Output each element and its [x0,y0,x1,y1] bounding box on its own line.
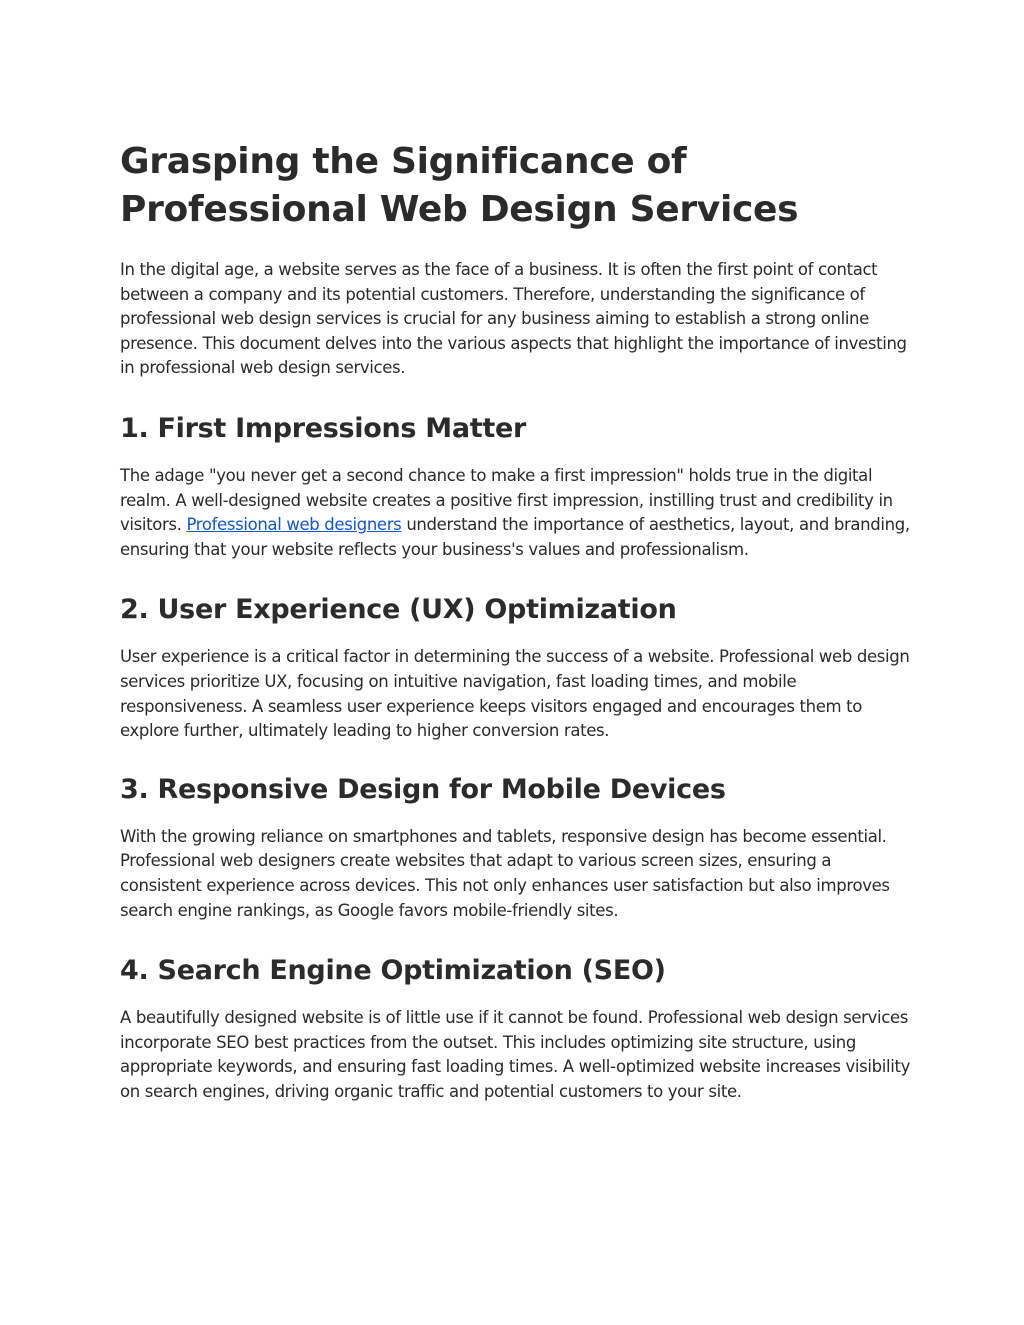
section-2-paragraph: User experience is a critical factor in determining the success of a website. Professional web design services prioritize UX, focusing on intuitive navigation, fast loading times, and mobile responsiveness. A seamless user experience keeps visitors engaged and encourages them to explore further, ultimately leading to higher conversion rates. [120,647,910,741]
professional-web-designers-link[interactable]: Professional web designers [186,515,402,535]
section-1-heading: 1. First Impressions Matter [120,412,527,444]
section-1-text-after-link: understand the importance of aesthetics, layout, and branding, ensuring that your website reflects your business's values and professionalism. [120,515,910,559]
section-4-heading: 4. Search Engine Optimization (SEO) [120,955,666,987]
section-2-heading: 2. User Experience (UX) Optimization [120,594,677,626]
section-3-heading: 3. Responsive Design for Mobile Devices [120,773,726,805]
document-page [120,138,910,1104]
section-4-paragraph: A beautifully designed website is of little use if it cannot be found. Professional web design services incorporate SEO best practices from the outset. This includes optimizing site structure, using appropriate keywords, and ensuring fast loading times. A well-optimized website increases visibility on search engines, driving organic traffic and potential customers to your site. [120,1008,910,1101]
intro-paragraph: In the digital age, a website serves as the face of a business. It is often the first point of contact between a company and its potential customers. Therefore, understanding the significance of professional web design services is crucial for any business aiming to establish a strong online presence. This document delves into the various aspects that highlight the importance of investing in professional web design services. [120,260,907,378]
section-1-paragraph [120,464,910,562]
section-1-text-before-link: The adage "you never get a second chance to make a first impression" holds true in the digital realm. A well-designed website creates a positive first impression, instilling trust and credibility in visitors. [120,465,893,535]
document-title: Grasping the Significance of Professional Web Design Services [120,141,799,230]
section-3-paragraph: With the growing reliance on smartphones and tablets, responsive design has become essential. Professional web designers create websites that adapt to various screen sizes, ensuring a consistent experience across devices. This not only enhances user satisfaction but also improves search engine rankings, as Google favors mobile-friendly sites. [120,826,890,920]
